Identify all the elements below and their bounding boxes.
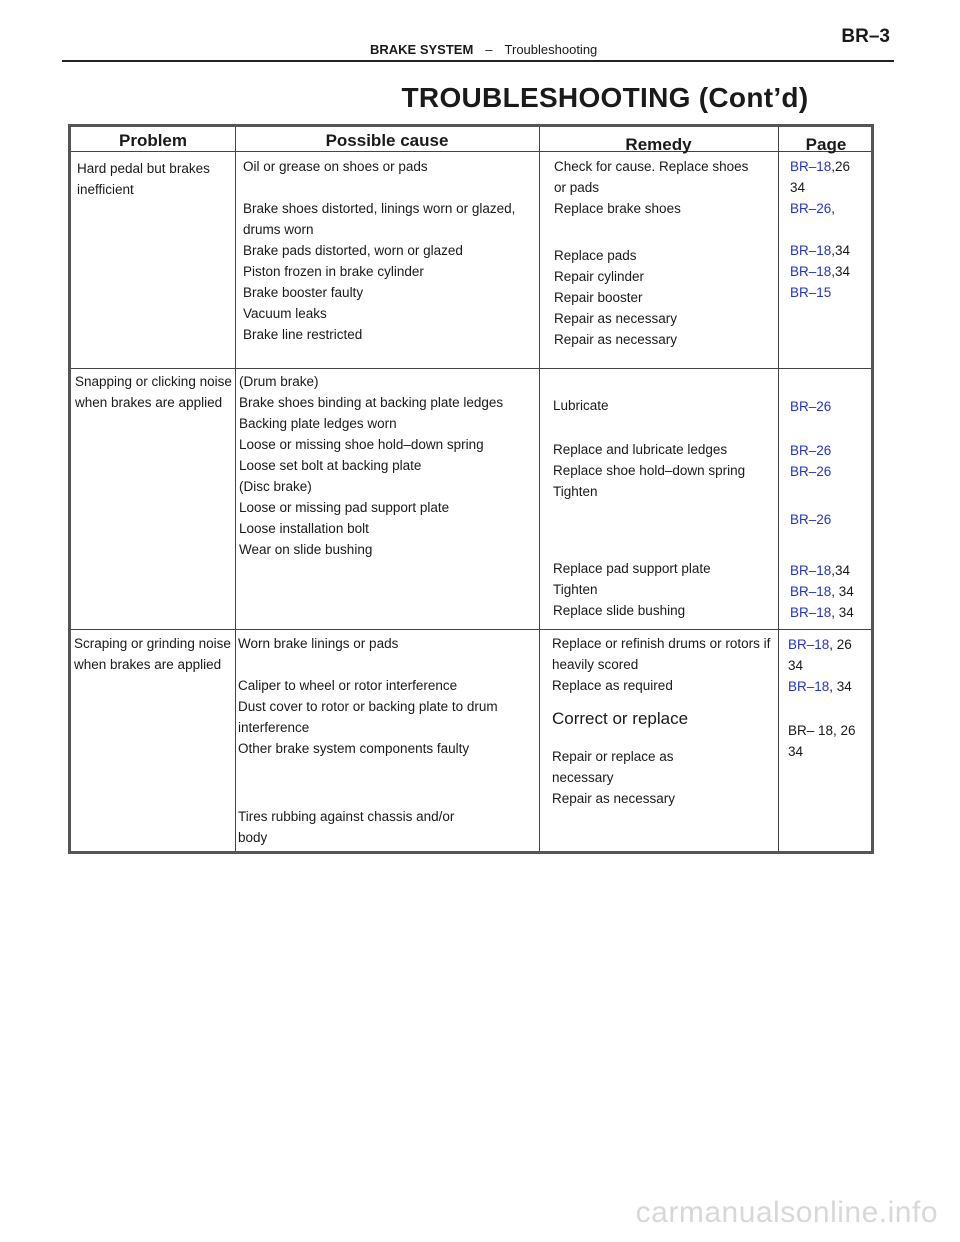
cause-line: Other brake system components faulty <box>238 741 470 756</box>
page-ref-suffix: , 34 <box>831 605 854 620</box>
page-link[interactable]: BR–15 <box>790 285 832 300</box>
cause-line: drums worn <box>243 222 314 237</box>
cause-line: Loose or missing shoe hold–down spring <box>239 437 484 452</box>
page-link[interactable]: BR–18 <box>790 159 832 174</box>
cause-line: (Drum brake) <box>239 374 319 389</box>
cause-line: Loose set bolt at backing plate <box>239 458 422 473</box>
page-ref <box>790 282 850 303</box>
row2-problem <box>75 371 232 413</box>
cause-line: Caliper to wheel or rotor interference <box>238 678 458 693</box>
cause-line: body <box>238 830 268 845</box>
cause-line: Oil or grease on shoes or pads <box>243 159 428 174</box>
page-title: TROUBLESHOOTING (Cont’d) <box>401 82 809 113</box>
page-ref-suffix: ,34 <box>831 243 851 258</box>
page-ref <box>790 198 850 219</box>
remedy-line: Replace pads <box>554 248 637 263</box>
page-ref <box>790 396 854 417</box>
troubleshooting-table <box>68 124 874 854</box>
cause-line: Piston frozen in brake cylinder <box>243 264 424 279</box>
page-ref <box>790 156 850 177</box>
page-ref-suffix: , <box>831 201 836 216</box>
page-ref <box>788 634 856 655</box>
remedy-line: Replace or refinish drums or rotors if <box>552 636 771 651</box>
page-ref <box>790 240 850 261</box>
page-link[interactable]: BR–26 <box>790 464 832 479</box>
page-link[interactable]: BR–18 <box>790 243 832 258</box>
remedy-line: Replace pad support plate <box>553 561 711 576</box>
remedy-line: Repair cylinder <box>554 269 645 284</box>
cause-line: Loose installation bolt <box>239 521 369 536</box>
header-subsection: Troubleshooting <box>504 42 598 57</box>
cause-line: Worn brake linings or pads <box>238 636 399 651</box>
page-ref <box>788 741 856 762</box>
column-divider <box>778 127 779 851</box>
problem-line: Snapping or clicking noise <box>75 374 232 389</box>
row2-causes <box>239 371 503 560</box>
problem-line: inefficient <box>77 182 134 197</box>
page-ref <box>790 440 854 461</box>
cause-line: Brake pads distorted, worn or glazed <box>243 243 463 258</box>
cause-line: Tires rubbing against chassis and/or <box>238 809 455 824</box>
remedy-line: Replace brake shoes <box>554 201 681 216</box>
cause-line: Brake shoes distorted, linings worn or glazed, <box>243 201 516 216</box>
page-ref <box>788 676 856 697</box>
page-ref-suffix: BR– 18, 26 <box>788 723 856 738</box>
page-ref <box>790 261 850 282</box>
remedy-line: or pads <box>554 180 600 195</box>
row-divider <box>71 368 871 369</box>
remedy-line: Repair booster <box>554 290 643 305</box>
remedy-line: necessary <box>552 770 614 785</box>
row-divider <box>71 629 871 630</box>
page-ref-suffix: 34 <box>788 744 804 759</box>
cause-line: Brake shoes binding at backing plate ledges <box>239 395 504 410</box>
page-ref-suffix: ,34 <box>831 264 851 279</box>
page-link[interactable]: BR–18 <box>790 584 832 599</box>
header-rule <box>62 60 894 62</box>
remedy-line: Correct or replace <box>552 709 689 728</box>
page-ref <box>790 560 854 581</box>
page-ref-suffix: , 34 <box>831 584 854 599</box>
column-divider <box>539 127 540 851</box>
cause-line: Wear on slide bushing <box>239 542 373 557</box>
remedy-line: Replace and lubricate ledges <box>553 442 728 457</box>
page-link[interactable]: BR–26 <box>790 443 832 458</box>
page-link[interactable]: BR–18 <box>788 679 830 694</box>
column-divider <box>235 127 236 851</box>
page-ref <box>790 602 854 623</box>
page-link[interactable]: BR–18 <box>790 264 832 279</box>
page-ref <box>790 509 854 530</box>
cause-line: (Disc brake) <box>239 479 312 494</box>
row3-causes <box>238 633 498 848</box>
page-link[interactable]: BR–26 <box>790 201 832 216</box>
remedy-line: Check for cause. Replace shoes <box>554 159 749 174</box>
remedy-line: Repair or replace as <box>552 749 674 764</box>
cause-line: Brake line restricted <box>243 327 363 342</box>
cause-line: Backing plate ledges worn <box>239 416 397 431</box>
row1-pages <box>790 156 850 303</box>
remedy-line: heavily scored <box>552 657 639 672</box>
page-link[interactable]: BR–18 <box>790 605 832 620</box>
row1-problem <box>77 158 210 200</box>
header-separator: – <box>485 42 493 57</box>
problem-line: Scraping or grinding noise <box>74 636 231 651</box>
running-header <box>370 42 597 57</box>
page-link[interactable]: BR–18 <box>790 563 832 578</box>
column-header-remedy: Remedy <box>625 135 692 154</box>
page-ref-suffix: ,34 <box>831 563 851 578</box>
column-header-page: Page <box>805 135 847 154</box>
page-ref <box>790 581 854 602</box>
row3-problem <box>74 633 231 675</box>
problem-line: when brakes are applied <box>75 395 223 410</box>
row2-remedies <box>553 395 745 621</box>
cause-line: interference <box>238 720 310 735</box>
column-header-possible-cause: Possible cause <box>325 131 449 150</box>
cause-line: Dust cover to rotor or backing plate to drum <box>238 699 498 714</box>
page-ref-suffix: , 34 <box>829 679 852 694</box>
cause-line: Brake booster faulty <box>243 285 364 300</box>
page-number: BR–3 <box>841 26 890 47</box>
remedy-line: Replace shoe hold–down spring <box>553 463 746 478</box>
row1-remedies <box>554 156 748 350</box>
page-ref-suffix: ,26 <box>831 159 851 174</box>
header-section: BRAKE SYSTEM <box>370 42 474 57</box>
remedy-line: Lubricate <box>553 398 609 413</box>
page-ref <box>788 720 856 741</box>
page-link[interactable]: BR–18 <box>788 637 830 652</box>
page-ref <box>790 461 854 482</box>
page-ref-suffix: 34 <box>790 180 806 195</box>
page-ref-suffix: , 26 <box>829 637 852 652</box>
row3-remedies <box>552 633 770 809</box>
problem-line: Hard pedal but brakes <box>77 161 210 176</box>
remedy-line: Repair as necessary <box>554 332 678 347</box>
remedy-line: Tighten <box>553 582 598 597</box>
remedy-line: Replace as required <box>552 678 673 693</box>
cause-line: Loose or missing pad support plate <box>239 500 450 515</box>
row3-pages <box>788 634 856 762</box>
page-ref-suffix: 34 <box>788 658 804 673</box>
page-ref <box>790 177 850 198</box>
remedy-line: Replace slide bushing <box>553 603 686 618</box>
page-link[interactable]: BR–26 <box>790 399 832 414</box>
watermark: carmanualsonline.info <box>635 1196 938 1229</box>
row1-causes <box>243 156 515 345</box>
column-header-problem: Problem <box>118 131 188 150</box>
cause-line: Vacuum leaks <box>243 306 327 321</box>
remedy-line: Repair as necessary <box>554 311 678 326</box>
page-link[interactable]: BR–26 <box>790 512 832 527</box>
remedy-line: Repair as necessary <box>552 791 676 806</box>
problem-line: when brakes are applied <box>74 657 222 672</box>
remedy-line: Tighten <box>553 484 598 499</box>
page-ref <box>788 655 856 676</box>
row2-pages <box>790 396 854 623</box>
